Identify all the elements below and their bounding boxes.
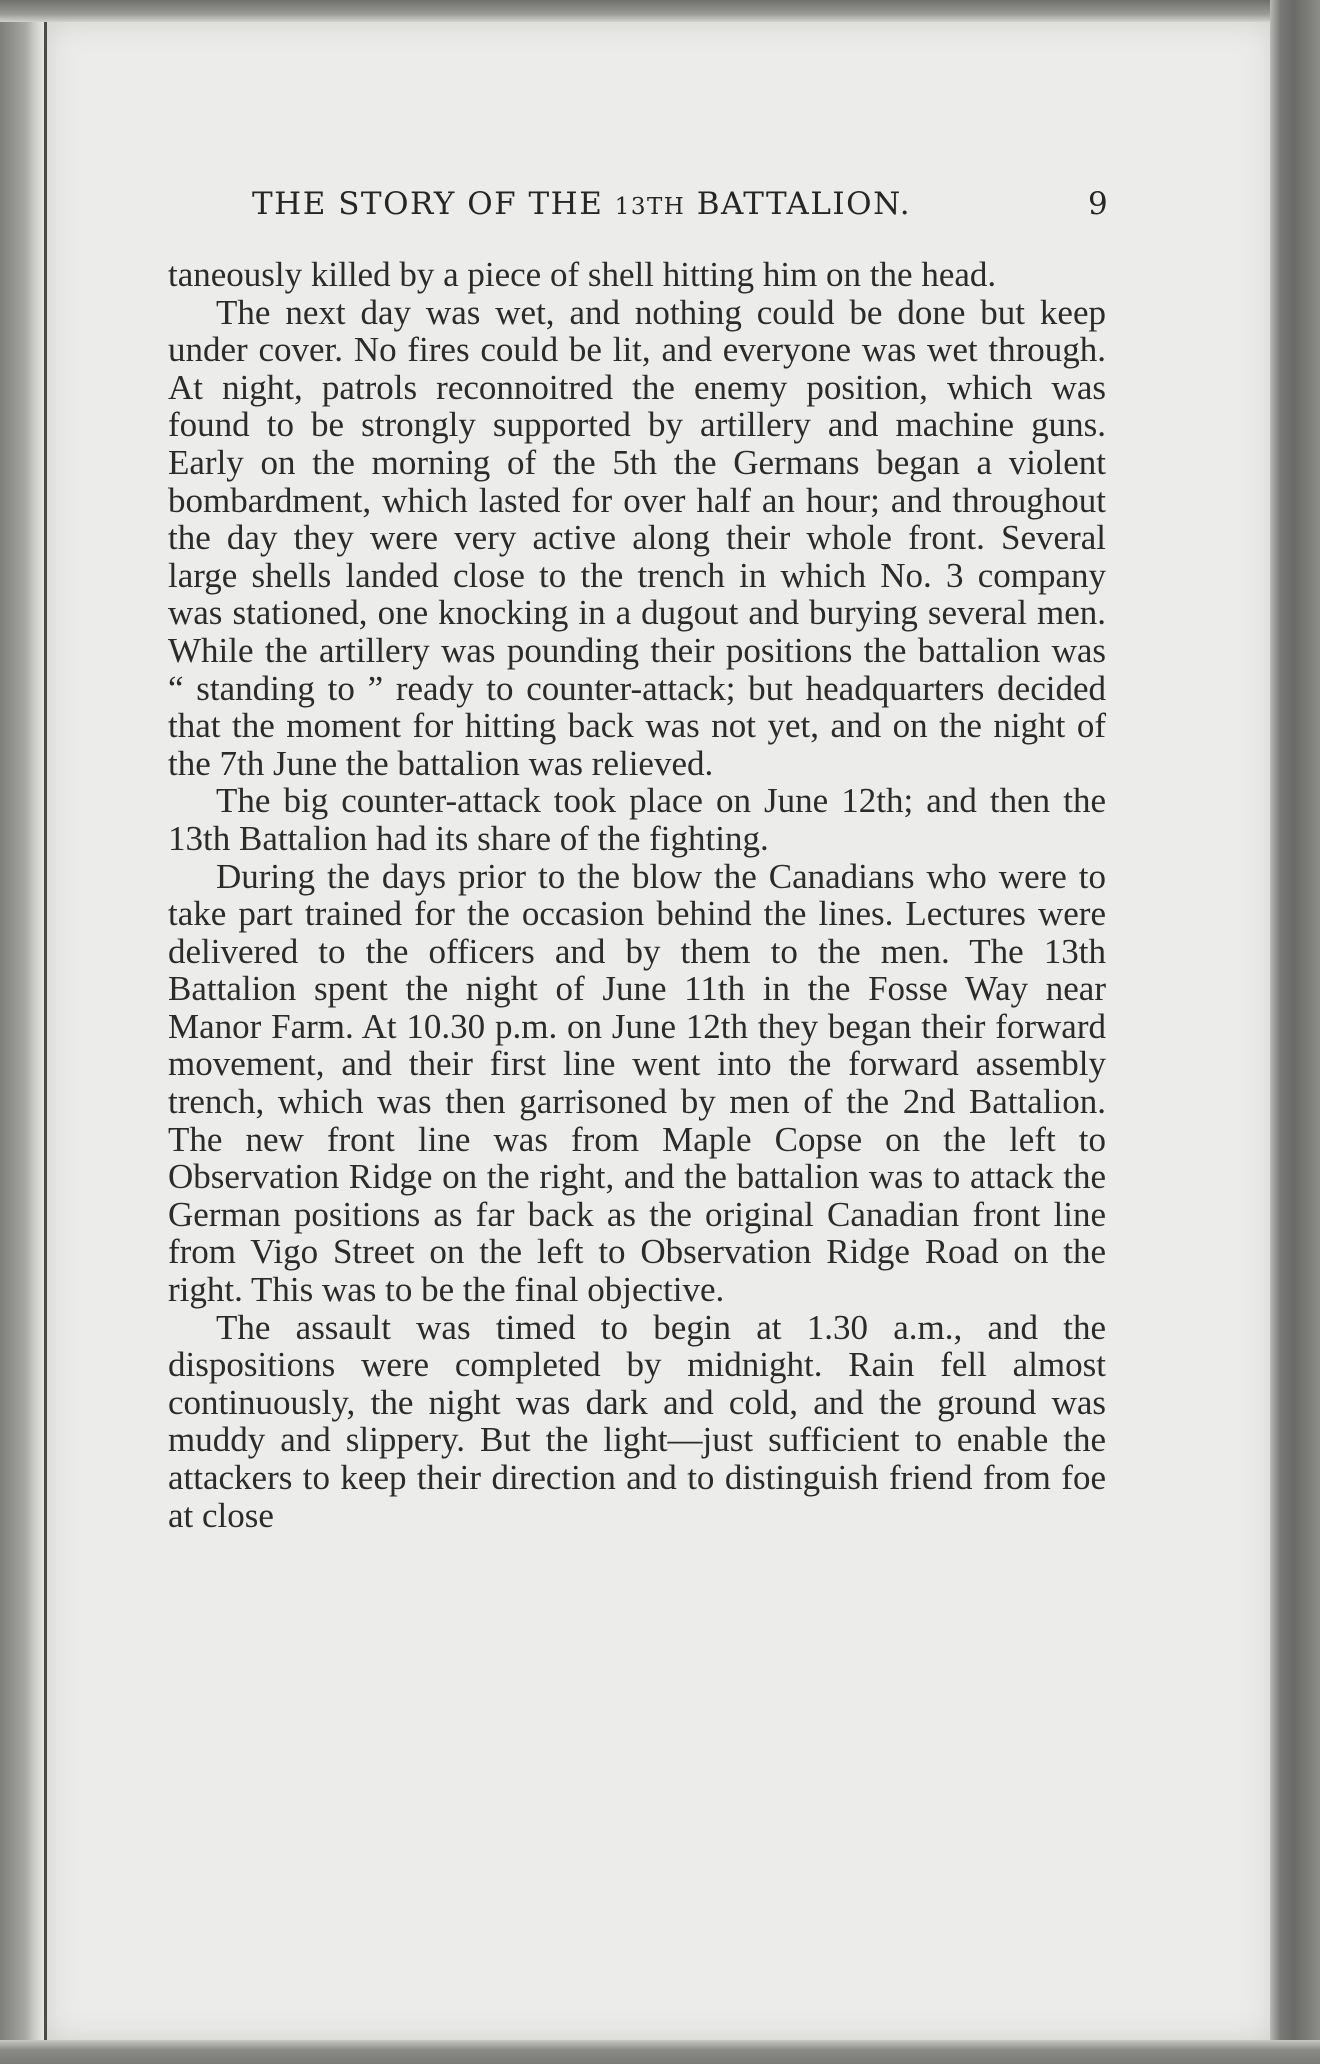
page-right-edge — [1270, 0, 1320, 2064]
paragraph-continued: taneously killed by a piece of shell hitting him on the head. — [168, 255, 997, 294]
page-top-edge — [0, 0, 1320, 22]
paragraph: During the days prior to the blow the Canadians who were to take part trained for the occasion behind the lines. Lectures were delivered to the officers and by them to the men. The 13th Battalion spent the night of June 11th in the Fosse Way near Manor Farm. At 10.30 p.m. on June 12th they began their forward movement, and their first line went into the forward assembly trench, which was then garrisoned by men of the 2nd Battalion. The new front line was from Maple Copse on the left to Observation Ridge on the right, and the battalion was to attack the German positions as far back as the original Canadian front line from Vigo Street on the left to Observation Ridge Road on the right. This was to be the final objective. — [168, 856, 1106, 1310]
paragraph: The assault was timed to begin at 1.30 a.m., and the dispositions were completed by midnight. Rain fell almost continuously, the night was dark and cold, and the ground was muddy and slippery. But the light—just sufficient to enable the attackers to keep their direction and to distinguish friend from foe at close — [168, 1307, 1106, 1535]
paragraph: The next day was wet, and nothing could be done but keep under cover. No fires could be lit, and everyone was wet through. At night, patrols reconnoitred the enemy position, which was found to be strongly supported by artillery and machine guns. Early on the morning of the 5th the Germans began a violent bombardment, which lasted for over half an hour; and throughout the day they were very active along their whole front. Several large shells landed close to the trench in which No. 3 company was stationed, one knocking in a dugout and burying several men. While the artillery was pounding their positions the battalion was “ standing to ” ready to counter-attack; but headquarters decided that the moment for hitting back was not yet, and on the night of the 7th June the battalion was relieved. — [168, 292, 1106, 783]
running-header — [252, 186, 1112, 222]
header-title-part1: THE STORY OF THE — [252, 186, 615, 222]
paragraph: The big counter-attack took place on June 12th; and then the 13th Battalion had its share of the fighting. — [168, 781, 1106, 858]
page-bottom-edge — [0, 2040, 1320, 2064]
header-title-ordinal: 13TH — [614, 194, 686, 220]
header-title-part2: BATTALION. — [685, 186, 912, 222]
body-text — [168, 256, 1106, 1534]
page-number: 9 — [1088, 186, 1108, 222]
